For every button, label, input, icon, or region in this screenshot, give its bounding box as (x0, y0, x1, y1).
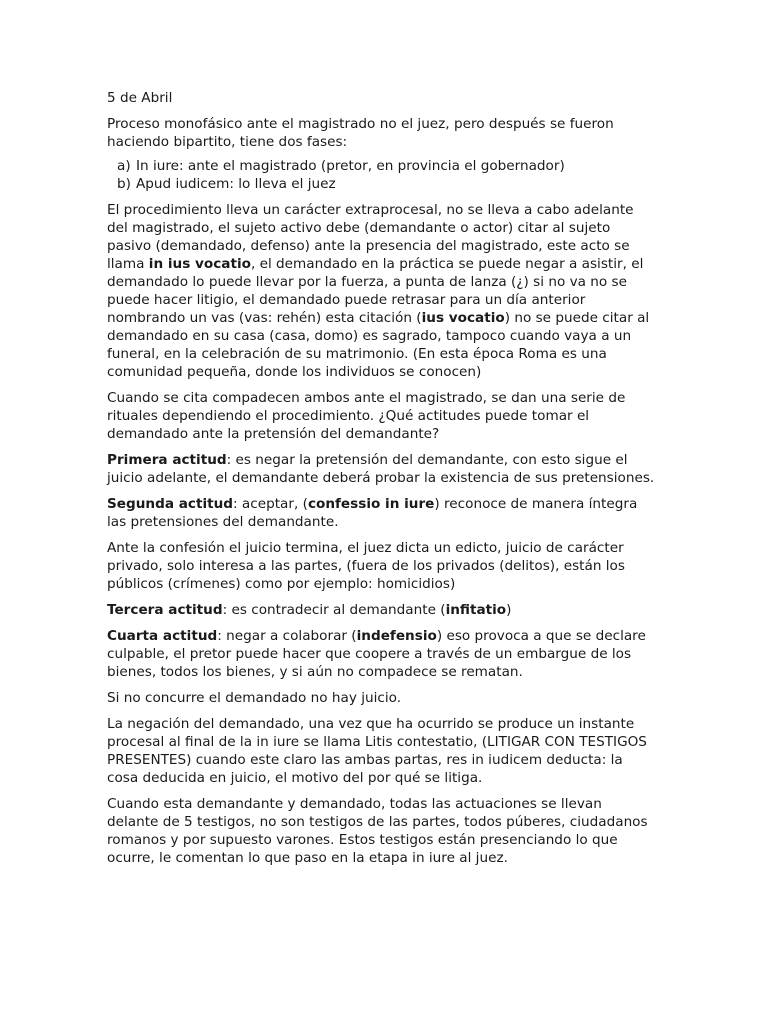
witnesses-paragraph: Cuando esta demandante y demandado, todas las actuaciones se llevan delante de 5 testigos, no son testigos de las partes, todos púberes, ciudadanos romanos y por supuesto varones. Estos testigos están presenciando lo que ocurre, le comentan lo que paso en la etapa in iure al juez. (107, 796, 648, 866)
paragraph-text: El procedimiento lleva un carácter extraprocesal, no se lleva a cabo adelante del magistrado, el sujeto activo debe (demandante o actor) citar al sujeto pasivo (demandado, defenso) ante la presencia del magistrado, este acto se llama (107, 202, 634, 272)
paragraph-text: : negar a colaborar ( (217, 628, 357, 644)
attitude-label: Segunda actitud (107, 496, 234, 512)
rituals-paragraph: Cuando se cita compadecen ambos ante el magistrado, se dan una serie de rituales dependiendo el procedimiento. ¿Qué actitudes puede tomar el demandado ante la pretensión del demandante? (107, 390, 626, 442)
second-attitude-paragraph (107, 495, 657, 531)
paragraph-text: ) reconoce de manera íntegra las pretensiones del demandante. (107, 496, 638, 530)
paragraph-text: : es contradecir al demandante ( (222, 602, 446, 618)
bold-term: confessio in iure (307, 496, 435, 512)
attitude-label: Primera actitud (107, 452, 227, 468)
list-marker: a) (117, 158, 131, 174)
paragraph-text: ) eso provoca a que se declare culpable, el pretor puede hacer que coopere a través de un embargue de los bienes, todos los bienes, y si aún no compadece se rematan. (107, 628, 646, 680)
paragraph-text: , el demandado en la práctica se puede negar a asistir, el demandado lo puede llevar por la fuerza, a punta de lanza (¿) si no va no se puede hacer litigio, el demandado puede retrasar para un día anterior nombrando un vas (vas: rehén) esta citación ( (107, 256, 644, 326)
bold-term: infitatio (445, 602, 507, 618)
list-marker: b) (117, 176, 131, 192)
intro-paragraph: Proceso monofásico ante el magistrado no el juez, pero después se fueron haciendo bipartito, tiene dos fases: (107, 116, 614, 150)
list-item (117, 175, 657, 193)
third-attitude-paragraph (107, 601, 657, 619)
bold-term: in ius vocatio (148, 256, 251, 272)
list-item-text: In iure: ante el magistrado (pretor, en provincia el gobernador) (136, 158, 565, 174)
confession-paragraph: Ante la confesión el juicio termina, el juez dicta un edicto, juicio de carácter privado, solo interesa a las partes, (fuera de los privados (delitos), están los públicos (crímenes) como por ejemplo: homicidios) (107, 540, 625, 592)
document-page (107, 89, 657, 875)
paragraph-text: : aceptar, ( (233, 496, 308, 512)
list-item-text: Apud iudicem: lo lleva el juez (136, 176, 336, 192)
phases-list (107, 157, 657, 193)
list-item (117, 157, 657, 175)
document-date: 5 de Abril (107, 90, 173, 106)
paragraph-text: : es negar la pretensión del demandante, con esto sigue el juicio adelante, el demandante deberá probar la existencia de sus pretensiones. (107, 452, 655, 486)
no-trial-paragraph: Si no concurre el demandado no hay juicio. (107, 690, 402, 706)
paragraph-text: ) no se puede citar al demandado en su casa (casa, domo) es sagrado, tampoco cuando vaya a un funeral, en la celebración de su matrimonio. (En esta época Roma es una comunidad pequeña, donde los individuos se conocen) (107, 310, 650, 380)
attitude-label: Tercera actitud (107, 602, 223, 618)
litis-paragraph: La negación del demandado, una vez que ha ocurrido se produce un instante procesal al final de la in iure se llama Litis contestatio, (LITIGAR CON TESTIGOS PRESENTES) cuando este claro las ambas partas, res in iudicem deducta: la cosa deducida en juicio, el motivo del por qué se litiga. (107, 716, 647, 786)
bold-term: indefensio (356, 628, 437, 644)
attitude-label: Cuarta actitud (107, 628, 218, 644)
bold-term: ius vocatio (421, 310, 505, 326)
procedure-paragraph (107, 201, 657, 381)
fourth-attitude-paragraph (107, 627, 657, 681)
paragraph-text: ) (506, 602, 512, 618)
first-attitude-paragraph (107, 451, 657, 487)
